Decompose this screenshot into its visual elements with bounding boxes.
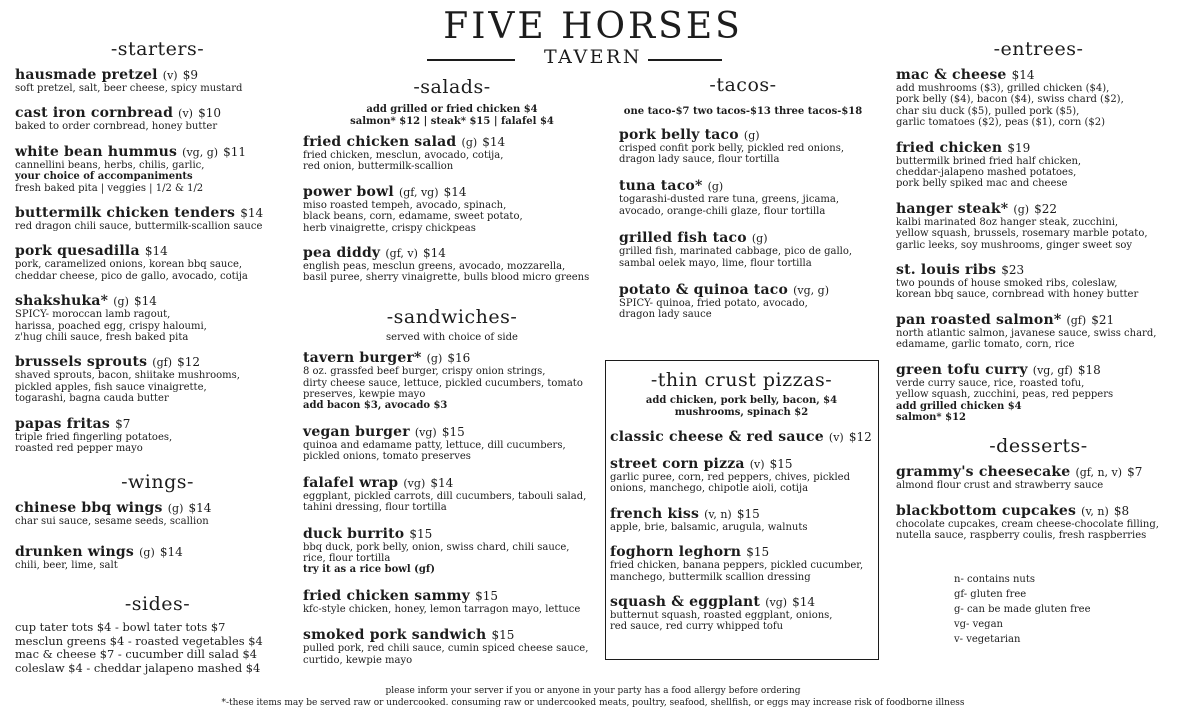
item-heading [303,347,601,366]
item-diet-tag: (vg) [765,596,788,610]
item-diet-tag: (v) [749,458,765,471]
item-description: curtido, kewpie mayo [303,654,413,666]
item-diet-tag: (g) [707,180,724,194]
item-diet-tag: (vg) [414,425,437,439]
item-diet-tag: (gf) [1066,313,1087,327]
salads-list [303,131,601,284]
item-description: kfc-style chicken, honey, lemon tarragon mayo, lettuce [303,603,581,615]
legend-entry: n- contains nuts [954,573,1036,585]
item-description: z'hug chili sauce, fresh baked pita [15,332,189,344]
item-heading [15,141,300,160]
legend-entry: g- can be made gluten free [954,603,1091,615]
menu-item [619,227,879,269]
item-description: pulled pork, red chili sauce, cumin spiced cheese sauce, [303,643,589,655]
item-diet-tag: (vg, g) [793,283,829,297]
item-description: onions, manchego, chipotle aioli, cotija [610,483,809,495]
menu-item [896,500,1181,542]
entrees-list [896,64,1181,423]
item-name: pork belly taco [619,126,739,143]
item-description: char sui sauce, sesame seeds, scallion [15,515,209,527]
item-name: street corn pizza [610,456,745,472]
item-heading [896,64,1181,83]
item-heading [610,591,873,610]
item-price: $10 [198,106,221,121]
item-heading [303,624,601,643]
item-description: cheddar cheese, pico de gallo, avocado, cotija [15,270,248,282]
item-description: red onion, buttermilk-scallion [303,161,454,173]
menu-item [896,198,1181,251]
item-name: grilled fish taco [619,230,747,247]
item-description: yellow squash, zucchini, peas, red peppers [896,389,1114,401]
menu-item [896,64,1181,129]
item-price: $15 [441,424,465,439]
menu-item [15,290,300,343]
item-description: herb vinaigrette, crispy chickpeas [303,222,476,234]
item-price: $15 [475,588,499,603]
item-diet-tag: (v) [178,107,193,121]
item-description: preserves, kewpie mayo [303,389,426,401]
item-description: garlic leeks, soy mushrooms, ginger sweet soy [896,239,1133,251]
item-description: fried chicken, mesclun, avocado, cotija, [303,150,504,161]
item-heading [303,421,601,440]
item-description: eggplant, pickled carrots, dill cucumbers, tabouli salad, [303,490,587,502]
item-price: $16 [447,351,471,366]
item-heading [896,137,1181,156]
menu-item [303,585,601,615]
item-price: $12 [848,430,872,444]
item-name: smoked pork sandwich [303,627,487,644]
item-description: garlic puree, corn, red peppers, chives, pickled [610,472,850,483]
item-description: manchego, buttermilk scallion dressing [610,571,811,583]
item-price: $18 [1077,362,1101,377]
item-heading [15,351,300,370]
item-name: blackbottom cupcakes [896,502,1077,519]
item-diet-tag: (gf, v) [385,247,418,261]
item-name: tuna taco* [619,178,703,195]
item-heading [15,290,300,309]
item-description: dragon lady sauce, flour tortilla [619,153,780,165]
menu-item [303,181,601,234]
item-name: brussels sprouts [15,354,148,371]
item-price: $23 [1001,263,1025,278]
item-description: apple, brie, balsamic, arugula, walnuts [610,521,808,533]
menu-item [15,413,300,455]
item-description: pork belly ($4), bacon ($4), swiss chard ($2), [896,94,1124,106]
item-name: st. louis ribs [896,262,997,279]
menu-item [610,426,873,445]
pizzas-box [605,360,879,660]
item-name: chinese bbq wings [15,499,163,516]
item-heading [303,472,601,491]
item-description: 8 oz. grassfed beef burger, crispy onion strings, [303,366,546,378]
section-title-pizzas: -thin crust pizzas- [650,369,833,391]
item-description: north atlantic salmon, javanese sauce, swiss chard, [896,327,1157,339]
item-price: $14 [159,544,183,559]
item-description: fresh baked pita | veggies | 1/2 & 1/2 [15,182,204,194]
item-description: SPICY- moroccan lamb ragout, [15,309,171,321]
menu-item [303,131,601,173]
section-title-desserts: -desserts- [989,435,1088,458]
item-name: green tofu curry [896,361,1028,378]
menu-item [303,523,601,576]
menu-item [610,453,873,495]
item-heading [896,500,1181,519]
item-description: garlic tomatoes ($2), peas ($1), corn ($2) [896,117,1105,129]
item-price: $8 [1113,503,1130,518]
item-name: drunken wings [15,543,135,560]
item-heading [15,202,300,221]
legend-entry: vg- vegan [954,618,1003,630]
item-description: butternut squash, roasted eggplant, onions, [610,610,833,622]
item-price: $7 [1127,465,1143,480]
item-price: $7 [115,416,131,431]
item-name: duck burrito [303,525,405,542]
item-heading [619,227,879,246]
item-diet-tag: (g) [113,295,129,309]
item-description: almond flour crust and strawberry sauce [896,480,1104,492]
item-heading [896,461,1181,480]
item-description: dragon lady sauce [619,309,712,321]
column-salads-sandwiches [303,0,601,666]
item-heading [15,413,300,432]
side-option: coleslaw $4 - cheddar jalapeno mashed $4 [15,660,261,675]
item-heading [619,279,879,298]
item-heading [15,102,300,121]
wings-list [15,497,300,572]
item-diet-tag: (v) [162,69,178,82]
restaurant-title: FIVE HORSES [443,6,743,47]
menu-item [15,497,300,527]
item-description: pickled apples, fish sauce vinaigrette, [15,381,207,393]
item-name: foghorn leghorn [610,544,742,561]
item-description: nutella sauce, raspberry coulis, fresh raspberries [896,530,1147,542]
menu-item [619,124,879,166]
item-addon: add bacon $3, avocado $3 [303,400,448,412]
item-price: $21 [1091,312,1115,327]
item-description: chili, beer, lime, salt [15,559,118,571]
item-description: char siu duck ($5), pulled pork ($5), [896,105,1080,117]
item-description: buttermilk brined fried half chicken, [896,155,1082,167]
item-diet-tag: (g) [426,352,443,366]
item-heading [610,426,873,445]
menu-item [15,64,300,94]
item-description: quinoa and edamame patty, lettuce, dill cucumbers, [303,439,566,451]
menu-item [896,359,1181,424]
section-title-wings: -wings- [121,470,194,493]
item-description: baked to order cornbread, honey butter [15,121,218,133]
item-name: power bowl [303,183,394,200]
item-price: $14 [144,244,168,259]
item-heading [15,64,300,83]
item-heading [896,309,1181,328]
item-price: $15 [736,506,760,521]
item-heading [15,541,300,560]
item-name: buttermilk chicken tenders [15,205,236,222]
item-name: fried chicken sammy [303,587,471,604]
item-name: white bean hummus [15,143,178,160]
item-price: $14 [1011,68,1035,82]
item-name: hanger steak* [896,200,1009,217]
item-diet-tag: (g) [461,136,478,149]
item-price: $15 [746,545,770,560]
item-heading [619,175,879,194]
item-description: rice, flour tortilla [303,552,391,564]
dietary-legend [954,572,1181,647]
salads-addon-note: add grilled or fried chicken $4 salmon* $12 | steak* $15 | falafel $4 [350,104,554,127]
item-description: edamame, garlic tomato, corn, rice [896,339,1075,351]
item-diet-tag: (g) [743,128,760,142]
allergy-notice: please inform your server if you or anyone in your party has a food allergy before ordering [385,686,801,696]
menu-item [619,279,879,321]
item-price: $14 [133,294,157,309]
item-description: cannellini beans, herbs, chilis, garlic, [15,159,205,171]
item-description: black beans, corn, edamame, sweet potato, [303,211,523,223]
item-heading [619,124,879,143]
column-tacos-pizzas [607,0,879,633]
sandwiches-note: served with choice of side [386,331,518,343]
item-heading [610,503,873,522]
item-description: kalbi marinated 8oz hanger steak, zucchini, [896,216,1119,228]
item-description: sambal oelek mayo, lime, flour tortilla [619,257,812,269]
item-diet-tag: (g) [1013,202,1030,216]
restaurant-subtitle: TAVERN [544,46,642,68]
side-option: cup tater tots $4 - bowl tater tots $7 [15,620,226,635]
legend-entry: gf- gluten free [954,588,1027,600]
desserts-list [896,461,1181,541]
menu-item [15,102,300,132]
item-name: pea diddy [303,245,381,262]
item-price: $14 [430,475,454,490]
item-diet-tag: (vg, gf) [1032,363,1073,377]
section-title-sides: -sides- [124,593,191,616]
item-addon: add grilled chicken $4 [896,400,1022,412]
item-heading [15,497,300,516]
item-diet-tag: (gf, n, v) [1075,466,1123,480]
item-description: grilled fish, marinated cabbage, pico de gallo, [619,246,853,258]
item-name: grammy's cheesecake [896,464,1071,481]
item-name: classic cheese & red sauce [610,429,824,445]
item-description: togarashi-dusted rare tuna, greens, jicama, [619,194,840,206]
item-name: tavern burger* [303,350,422,367]
menu-item [303,421,601,463]
item-price: $12 [177,355,200,370]
item-description: fried chicken, banana peppers, pickled cucumber, [610,560,864,572]
menu-item [610,541,873,583]
item-heading [896,359,1181,378]
section-title-starters: -starters- [110,38,205,60]
item-description: verde curry sauce, rice, roasted tofu, [896,377,1085,389]
item-description: cheddar-jalapeno mashed potatoes, [896,167,1077,179]
item-name: falafel wrap [303,474,399,491]
item-name: vegan burger [303,423,410,440]
item-heading [896,198,1181,217]
item-name: fried chicken [896,139,1003,156]
item-addon: salmon* $12 [896,411,967,423]
item-description: SPICY- quinoa, fried potato, avocado, [619,297,808,309]
pizzas-list [610,426,873,633]
menu-item [610,591,873,633]
menu-item [15,541,300,571]
item-diet-tag: (v, n) [1081,504,1109,518]
item-note: your choice of accompaniments [15,171,193,183]
menu-item [303,347,601,412]
item-price: $11 [223,144,247,159]
item-price: $15 [491,628,515,643]
item-name: pan roasted salmon* [896,311,1062,328]
item-description: roasted red pepper mayo [15,443,143,455]
item-price: $14 [422,246,446,261]
item-heading [610,453,873,472]
menu-item [610,503,873,533]
item-name: mac & cheese [896,67,1007,83]
menu-item [15,202,300,232]
item-description: bbq duck, pork belly, onion, swiss chard, chili sauce, [303,541,570,553]
item-description: togarashi, bagna cauda butter [15,393,169,405]
item-heading [303,585,601,604]
item-description: pork belly spiked mac and cheese [896,178,1068,190]
item-description: red dragon chili sauce, buttermilk-scallion sauce [15,221,263,233]
item-description: add mushrooms ($3), grilled chicken ($4), [896,83,1110,94]
menu-item [896,461,1181,491]
side-option: mesclun greens $4 - roasted vegetables $4 [15,633,263,648]
item-diet-tag: (gf) [152,356,172,370]
item-price: $14 [443,184,467,199]
item-description: pork, caramelized onions, korean bbq sauce, [15,259,243,271]
item-description: english peas, mesclun greens, avocado, mozzarella, [303,261,566,273]
item-price: $14 [482,135,506,149]
raw-food-warning: *-these items may be served raw or undercooked. consuming raw or undercooked meats, poultry, seafood, shellfish, or eggs may increase risk of foodborne illness [221,698,965,708]
item-price: $9 [182,68,198,82]
item-diet-tag: (v) [828,431,844,444]
tacos-price-note: one taco-$7 two tacos-$13 three tacos-$18 [623,106,863,117]
menu-item [303,472,601,514]
menu-item [896,137,1181,190]
item-diet-tag: (gf, vg) [398,185,439,199]
column-starters [15,0,300,675]
item-description: tahini dressing, flour tortilla [303,502,447,514]
item-description: shaved sprouts, bacon, shiitake mushrooms, [15,370,240,382]
item-diet-tag: (g) [167,501,184,515]
sandwiches-list [303,347,601,666]
item-heading [610,541,873,560]
item-description: two pounds of house smoked ribs, coleslaw, [896,278,1118,290]
starters-list [15,64,300,455]
item-name: french kiss [610,505,700,522]
section-title-sandwiches: -sandwiches- [386,305,518,328]
item-name: papas fritas [15,415,111,432]
item-description: triple fried fingerling potatoes, [15,431,173,443]
item-description: yellow squash, brussels, rosemary marble potato, [896,228,1148,240]
item-price: $22 [1034,201,1058,216]
menu-item [15,351,300,404]
item-heading [303,181,601,200]
sides-list [15,621,300,675]
item-price: $19 [1007,140,1031,155]
item-name: fried chicken salad [303,134,457,150]
item-name: cast iron cornbread [15,105,174,122]
item-description: pickled onions, tomato preserves [303,451,471,463]
item-addon: try it as a rice bowl (gf) [303,564,435,576]
item-description: harissa, poached egg, crispy haloumi, [15,320,207,332]
item-heading [303,131,601,150]
menu-item [896,309,1181,351]
side-option: mac & cheese $7 - cucumber dill salad $4 [15,647,257,662]
item-price: $14 [240,206,264,221]
item-description: soft pretzel, salt, beer cheese, spicy mustard [15,83,243,94]
menu-item [619,175,879,217]
item-diet-tag: (vg, g) [182,145,219,159]
item-description: miso roasted tempeh, avocado, spinach, [303,199,507,211]
menu-item [15,240,300,282]
item-diet-tag: (g) [751,232,768,246]
item-heading [896,259,1181,278]
item-description: dirty cheese sauce, lettuce, pickled cucumbers, tomato [303,377,583,389]
menu-item [303,624,601,666]
item-description: crisped confit pork belly, pickled red onions, [619,142,845,154]
menu-item [15,141,300,194]
item-price: $14 [792,595,816,610]
section-title-salads: -salads- [413,76,491,98]
item-description: red sauce, red curry whipped tofu [610,621,784,633]
section-title-tacos: -tacos- [709,74,777,96]
item-description: chocolate cupcakes, cream cheese-chocolate filling, [896,518,1159,530]
item-heading [15,240,300,259]
item-diet-tag: (v, n) [704,507,732,521]
item-name: hausmade pretzel [15,67,158,83]
item-description: basil puree, sherry vinaigrette, bulls blood micro greens [303,272,590,284]
pizzas-addon-note: add chicken, pork belly, bacon, $4 mushrooms, spinach $2 [645,395,838,418]
section-title-entrees: -entrees- [993,38,1084,60]
legend-entry: v- vegetarian [954,633,1021,645]
item-price: $15 [769,457,793,471]
menu-item [896,259,1181,301]
item-name: shakshuka* [15,293,109,310]
item-description: avocado, orange-chili glaze, flour tortilla [619,205,826,217]
item-heading [303,523,601,542]
item-description: korean bbq sauce, cornbread with honey butter [896,289,1139,301]
item-name: potato & quinoa taco [619,281,789,298]
tacos-list [607,124,879,321]
item-price: $14 [188,500,212,515]
column-entrees-desserts [896,0,1181,647]
item-heading [303,242,601,261]
item-price: $15 [409,526,433,541]
item-diet-tag: (g) [139,545,155,559]
item-name: squash & eggplant [610,594,761,611]
item-diet-tag: (vg) [403,476,426,490]
menu-item [303,242,601,284]
item-name: pork quesadilla [15,243,140,260]
